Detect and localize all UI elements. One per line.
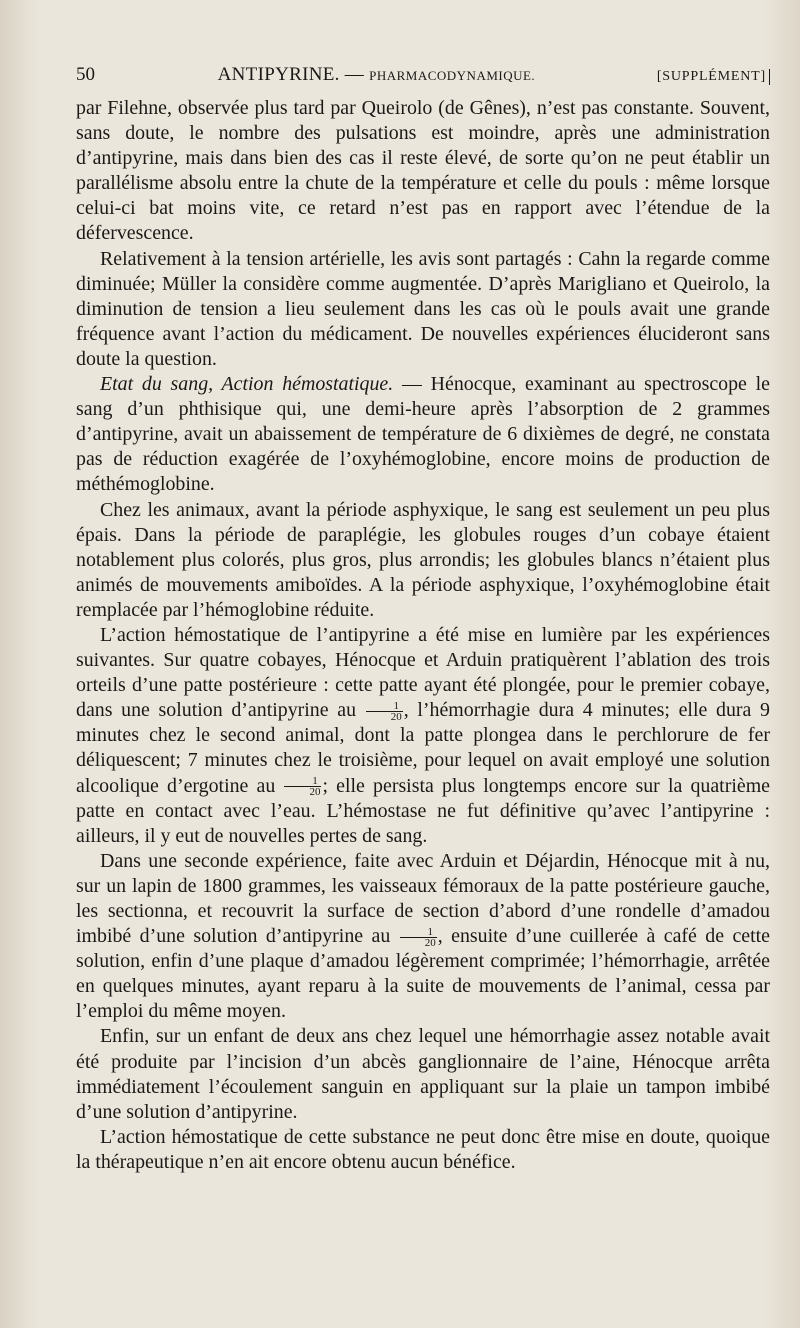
fraction-denominator: 20 — [309, 786, 321, 799]
fraction-numerator: 1 — [400, 927, 437, 938]
paragraph-2: Relativement à la tension artérielle, les avis sont partagés : Cahn la regarde comme diminuée; Müller la considère comme augmentée. D’après Marigliano et Queirolo, la diminution de tension a lieu seulement dans les cas où le pouls avait une grande fréquence avant l’action du médicament. De nouvelles expériences élucideront sans doute la question. — [76, 247, 770, 370]
page-number: 50 — [76, 64, 95, 85]
running-header — [76, 64, 770, 96]
fraction-one-twentieth — [284, 776, 321, 797]
paragraph-6-text-b: , ensuite d’une cuillerée à café de cette solution, enfin d’une plaque d’amadou légèrement comprimée; l’hémorrhagie, arrêtée en quelques minutes, ayant reparu à la suite de mouvements de l’animal, cessa par l’emploi du même moyen. — [76, 925, 770, 1023]
paragraph-3-text: — Hénocque, examinant au spectroscope le sang d’un phthisique qui, une demi-heure après l’absorption de 2 grammes d’antipyrine, avait un abaissement de température de 6 dixièmes de degré, ne constata pas de réduction exagérée de l’oxyhémoglobine, encore moins de production de méthémoglobine. — [76, 373, 770, 496]
running-title-subtitle: PHARMACODYNAMIQUE. — [369, 68, 536, 83]
section-label: [SUPPLÉMENT] — [657, 69, 770, 85]
paragraph-5 — [76, 623, 770, 849]
paragraph-5-text-c: ; elle persista plus longtemps encore sur la quatrième patte en contact avec l’eau. L’hémostase ne fut définitive qu’avec l’antipyrine : ailleurs, il y eut de nouvelles pertes de sang. — [76, 774, 770, 847]
paragraph-7: Enfin, sur un enfant de deux ans chez lequel une hémorrhagie assez notable avait été produite par l’incision d’un abcès ganglionnaire de l’aine, Hénocque arrêta immédiatement l’écoulement sanguin en appliquant sur la plaie un tampon imbibé d’une solution d’antipyrine. — [76, 1025, 770, 1123]
paragraph-8: L’action hémostatique de cette substance ne peut donc être mise en doute, quoique la thérapeutique n’en ait encore obtenu aucun bénéfice. — [76, 1125, 770, 1173]
paragraph-3 — [76, 372, 770, 497]
fraction-numerator: 1 — [366, 701, 403, 712]
paragraph-4: Chez les animaux, avant la période asphyxique, le sang est seulement un peu plus épais. Dans la période de paraplégie, les globules rouges d’un cobaye étaient notablement plus colorés, plus gros, plus arrondis; les globules blancs n’étaient plus animés de mouvements amiboïdes. A la période asphyxique, l’oxyhémoglobine était remplacée par l’hémoglobine réduite. — [76, 498, 770, 621]
paragraph-6 — [76, 849, 770, 1025]
paragraph-5-text-b: , l’hémorrhagie dura 4 minutes; elle dura 9 minutes chez le second animal, dont la patte plongea dans le perchlorure de fer déliquescent; 7 minutes chez le troisième, pour lequel on avait employé une solution alcoolique d’ergotine au — [76, 699, 770, 797]
fraction-one-twentieth — [400, 927, 437, 948]
body-text — [76, 96, 770, 1175]
running-title-main: ANTIPYRINE. — — [217, 64, 365, 85]
running-title — [136, 64, 657, 86]
paragraph-1: par Filehne, observée plus tard par Queirolo (de Gênes), n’est pas constante. Souvent, sans doute, le nombre des pulsations est moindre, après une administration d’antipyrine, mais dans bien des cas il reste élevé, de sorte qu’on ne peut établir un parallélisme absolu entre la chute de la température et celle du pouls : même lorsque celui-ci bat moins vite, ce retard n’est pas en rapport avec l’étendue de la défervescence. — [76, 97, 770, 245]
fraction-denominator: 20 — [390, 711, 402, 724]
fraction-denominator: 20 — [424, 936, 436, 949]
fraction-one-twentieth — [366, 701, 403, 722]
fraction-numerator: 1 — [284, 776, 321, 787]
paragraph-6-text-a: Dans une seconde expérience, faite avec Arduin et Déjardin, Hénocque mit à nu, sur un lapin de 1800 grammes, les vaisseaux fémoraux de la patte postérieure gauche, les sectionna, et recouvrit la surface de section d’abord d’une rondelle d’amadou imbibé d’une solution d’antipyrine au — [76, 849, 770, 948]
section-heading-italic: Etat du sang, Action hémostatique. — [100, 373, 394, 396]
paragraph-5-text-a: L’action hémostatique de l’antipyrine a été mise en lumière par les expériences suivantes. Sur quatre cobayes, Hénocque et Arduin pratiquèrent l’ablation des trois orteils d’une patte postérieure : cette patte ayant été plongée, pour le premier cobaye, dans une solution d’antipyrine au — [76, 623, 770, 722]
